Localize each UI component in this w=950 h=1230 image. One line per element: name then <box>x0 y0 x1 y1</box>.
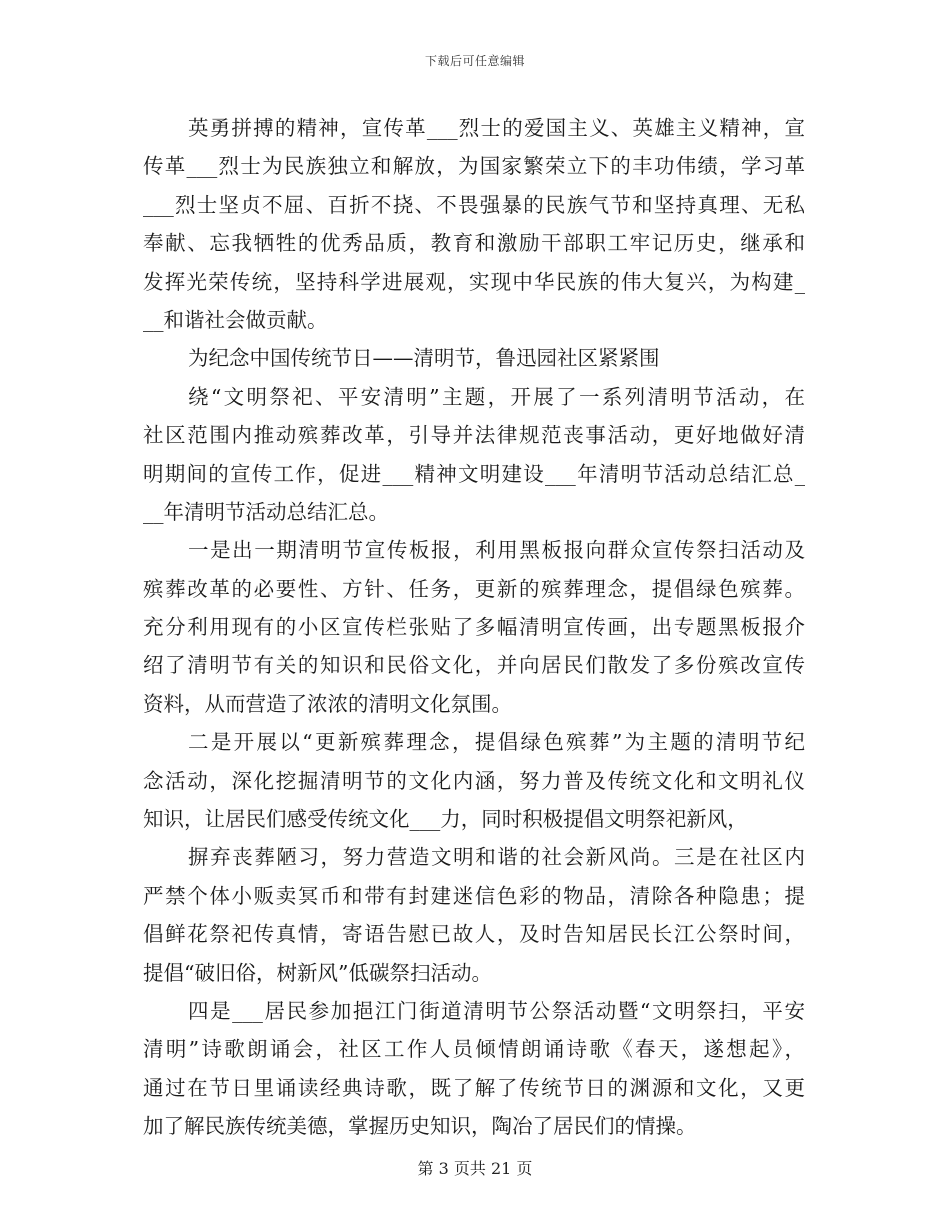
text-line: 充分利用现有的小区宣传栏张贴了多幅清明宣传画，出专题黑板报介 <box>143 615 805 640</box>
text-line: 念活动，深化挖掘清明节的文化内涵，努力普及传统文化和文明礼仪 <box>143 768 805 793</box>
text-line: 发挥光荣传统，坚持科学进展观，实现中华民族的伟大复兴，为构建_ <box>143 269 805 294</box>
text-line: 明期间的宣传工作，促进___精神文明建设___年清明节活动总结汇总_ <box>143 461 805 486</box>
text-line: 二是开展以“更新殡葬理念，提倡绿色殡葬”为主题的清明节纪 <box>188 730 805 755</box>
text-line: __和谐社会做贡献。 <box>143 307 328 332</box>
text-line: 绍了清明节有关的知识和民俗文化，并向居民们散发了多份殡改宣传 <box>143 653 805 678</box>
text-line: 摒弃丧葬陋习，努力营造文明和谐的社会新风尚。三是在社区内 <box>188 845 805 870</box>
text-line: 资料，从而营造了浓浓的清明文化氛围。 <box>143 691 512 716</box>
text-line: 加了解民族传统美德，掌握历史知识，陶冶了居民们的情操。 <box>143 1114 697 1139</box>
text-line: 传革___烈士为民族独立和解放，为国家繁荣立下的丰功伟绩，学习革 <box>143 154 805 179</box>
text-line: 清明”诗歌朗诵会，社区工作人员倾情朗诵诗歌《春天，遂想起》， <box>143 1037 805 1062</box>
text-line: 严禁个体小贩卖冥币和带有封建迷信色彩的物品，清除各种隐患；提 <box>143 883 805 908</box>
page-number: 第 3 页共 21 页 <box>417 1159 533 1178</box>
text-line: 为纪念中国传统节日——清明节，鲁迅园社区紧紧围 <box>188 346 660 371</box>
text-line: 提倡“破旧俗，树新风”低碳祭扫活动。 <box>143 960 492 985</box>
text-line: 奉献、忘我牺牲的优秀品质，教育和激励干部职工牢记历史，继承和 <box>143 231 805 256</box>
text-line: 一是出一期清明节宣传板报，利用黑板报向群众宣传祭扫活动及 <box>188 538 805 563</box>
text-line: 四是___居民参加挹江门街道清明节公祭活动暨“文明祭扫，平安 <box>188 998 805 1023</box>
page-header-note: 下载后可任意编辑 <box>424 54 525 68</box>
text-line: ___烈士坚贞不屈、百折不挠、不畏强暴的民族气节和坚持真理、无私 <box>143 192 805 217</box>
text-line: 殡葬改革的必要性、方针、任务，更新的殡葬理念，提倡绿色殡葬。 <box>143 576 805 601</box>
text-line: 英勇拼搏的精神，宣传革___烈士的爱国主义、英雄主义精神，宣 <box>188 116 805 140</box>
text-line: __年清明节活动总结汇总。 <box>143 499 389 524</box>
document-body <box>143 109 805 1146</box>
text-line: 绕“文明祭祀、平安清明”主题，开展了一系列清明节活动，在 <box>188 384 805 409</box>
text-line: 倡鲜花祭祀传真情，寄语告慰已故人，及时告知居民长江公祭时间， <box>143 922 805 947</box>
text-line: 通过在节日里诵读经典诗歌，既了解了传统节日的渊源和文化，又更 <box>143 1075 805 1100</box>
text-line: 社区范围内推动殡葬改革，引导并法律规范丧事活动，更好地做好清 <box>143 423 805 448</box>
text-line: 知识，让居民们感受传统文化___力，同时积极提倡文明祭祀新风， <box>143 807 748 832</box>
